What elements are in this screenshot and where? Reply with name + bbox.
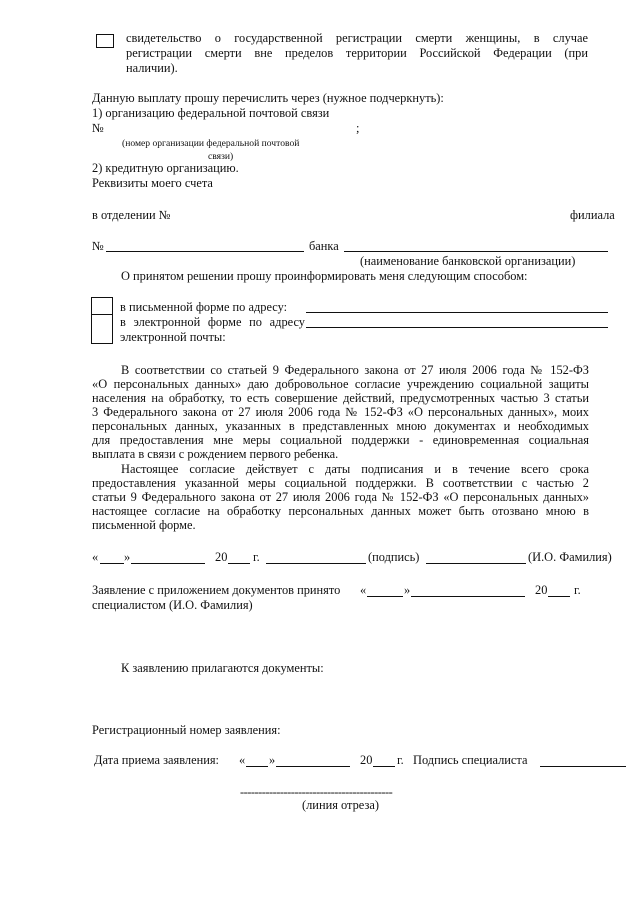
- consent-para1-line-6: для предоставления мне меры социальной поддержки - единовременная социальная: [92, 433, 589, 447]
- signature-year-suffix: г.: [253, 550, 260, 564]
- bank-number-sign: №: [92, 239, 104, 253]
- email-form-label-2: электронной почты:: [120, 330, 226, 344]
- payment-option-bank: 2) кредитную организацию.: [92, 161, 239, 175]
- postal-address-field[interactable]: [306, 312, 608, 313]
- signature-year-field[interactable]: [228, 563, 250, 564]
- consent-para1-line-2: «О персональных данных» даю добровольное согласие учреждению социальной защиты: [92, 377, 589, 391]
- account-details-label: Реквизиты моего счета: [92, 176, 213, 190]
- death-certificate-checkbox[interactable]: [96, 34, 114, 48]
- consent-para2-line-3: статьи 9 Федерального закона от 27 июля 2006 года № 152-ФЗ «О персональных данных»: [92, 490, 589, 504]
- death-certificate-line-3: наличии).: [126, 61, 178, 75]
- accepted-label: Заявление с приложением документов принято: [92, 583, 341, 597]
- consent-para1-line-1: В соответствии со статьей 9 Федерального закона от 27 июля 2006 года № 152-ФЗ: [121, 363, 589, 377]
- postal-caption-1: (номер организации федеральной почтовой: [122, 138, 300, 149]
- signature-name-field[interactable]: [426, 563, 526, 564]
- consent-para1-line-3: населения на обработку, то есть совершение действий, предусмотренных частью 3 статьи: [92, 391, 589, 405]
- death-certificate-line-2: регистрации смерти вне пределов территории Российской Федерации (при: [126, 46, 588, 60]
- receipt-year-prefix: 20: [360, 753, 373, 767]
- cut-line-dashes: ------------------------------------------: [240, 785, 393, 799]
- signature-caption: (подпись): [368, 550, 420, 564]
- payment-option-postal: 1) организацию федеральной почтовой связи: [92, 106, 330, 120]
- postal-number-sign: №: [92, 121, 104, 135]
- accepted-year-field[interactable]: [548, 596, 570, 597]
- receipt-year-suffix: г.: [397, 753, 404, 767]
- receipt-date-label: Дата приема заявления:: [94, 753, 219, 767]
- signature-name-caption: (И.О. Фамилия): [528, 550, 612, 564]
- consent-para2-line-1: Настоящее согласие действует с даты подписания и в течение всего срока: [121, 462, 589, 476]
- account-number-field[interactable]: [106, 251, 304, 252]
- payment-intro: Данную выплату прошу перечислить через (нужное подчеркнуть):: [92, 91, 444, 105]
- signature-quote-close: »: [124, 550, 131, 564]
- receipt-quote-open: «: [239, 753, 246, 767]
- written-form-label: в письменной форме по адресу:: [120, 300, 288, 314]
- receipt-month-field[interactable]: [276, 766, 350, 767]
- consent-para2-line-5: письменной форме.: [92, 518, 196, 532]
- consent-para2-line-4: настоящее согласие на обработку персональных данных может быть отозвано мною в: [92, 504, 589, 518]
- bank-label: банка: [309, 239, 339, 253]
- accepted-day-field[interactable]: [367, 596, 403, 597]
- registration-number-label: Регистрационный номер заявления:: [92, 723, 281, 737]
- accepted-month-field[interactable]: [411, 596, 525, 597]
- bank-name-field[interactable]: [344, 251, 608, 252]
- consent-para2-line-2: предоставления указанной меры социальной поддержки. В соответствии с частью 2: [92, 476, 589, 490]
- email-form-label-1: в электронной форме по адресу: [120, 315, 305, 329]
- email-form-checkbox[interactable]: [91, 314, 113, 344]
- signature-field[interactable]: [266, 563, 366, 564]
- written-form-checkbox[interactable]: [91, 297, 113, 315]
- receipt-quote-close: »: [269, 753, 276, 767]
- postal-caption-2: связи): [208, 151, 234, 162]
- receipt-year-field[interactable]: [373, 766, 395, 767]
- consent-para1-line-4: 3 Федерального закона от 27 июля 2006 года № 152-ФЗ «О персональных данных», моих: [92, 405, 589, 419]
- death-certificate-line-1: свидетельство о государственной регистрации смерти женщины, в случае: [126, 31, 588, 45]
- consent-para1-line-5: персональных данных, указанных в представленных мною документах и необходимых: [92, 419, 589, 433]
- cut-line-caption: (линия отреза): [302, 798, 379, 812]
- inform-title: О принятом решении прошу проинформировать меня следующим способом:: [121, 269, 528, 283]
- signature-quote-open: «: [92, 550, 99, 564]
- accepted-year-suffix: г.: [574, 583, 581, 597]
- signature-month-field[interactable]: [131, 563, 205, 564]
- branch-number-label: в отделении №: [92, 208, 171, 222]
- signature-day-field[interactable]: [100, 563, 124, 564]
- postal-semicolon: ;: [356, 121, 360, 135]
- receipt-day-field[interactable]: [246, 766, 268, 767]
- attachments-label: К заявлению прилагаются документы:: [121, 661, 324, 675]
- accepted-quote-close: »: [404, 583, 411, 597]
- bank-name-caption: (наименование банковской организации): [360, 254, 576, 268]
- consent-para1-line-7: выплата в связи с рождением первого ребенка.: [92, 447, 339, 461]
- email-address-field[interactable]: [306, 327, 608, 328]
- branch-suffix-label: филиала: [570, 208, 615, 222]
- accepted-year-prefix: 20: [535, 583, 548, 597]
- accepted-specialist-label: специалистом (И.О. Фамилия): [92, 598, 253, 612]
- specialist-signature-field[interactable]: [540, 766, 626, 767]
- accepted-quote-open: «: [360, 583, 367, 597]
- signature-year-prefix: 20: [215, 550, 228, 564]
- specialist-signature-label: Подпись специалиста: [413, 753, 528, 767]
